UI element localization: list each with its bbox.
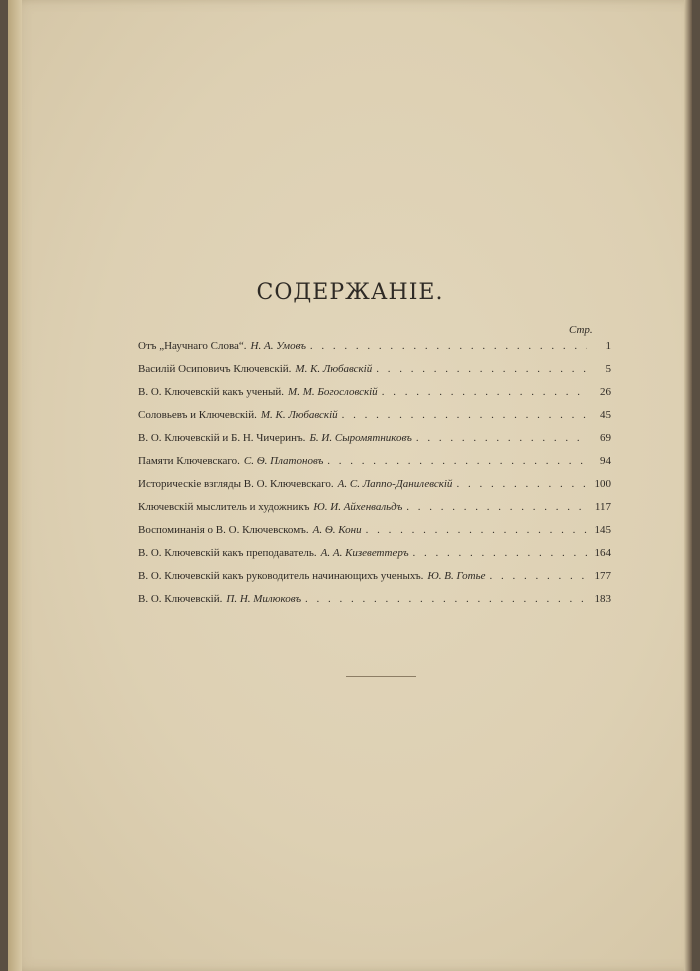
dot-leader	[416, 432, 587, 444]
entry-page-number: 177	[594, 570, 611, 582]
page-column-label: Стр.	[569, 324, 593, 336]
entry-title: Воспоминанія о В. О. Ключевскомъ.	[138, 524, 309, 536]
dot-leader	[490, 570, 588, 582]
entry-author: Б. И. Сыромятниковъ	[309, 432, 412, 444]
toc-entry	[138, 432, 611, 455]
entry-title: Историческіе взгляды В. О. Ключевскаго.	[138, 478, 334, 490]
entry-author: М. К. Любавскій	[295, 363, 373, 375]
entry-author: Ю. И. Айхенвальдъ	[313, 501, 403, 513]
entry-author: Н. А. Умовъ	[250, 340, 306, 352]
toc-entry	[138, 478, 611, 501]
entry-page-number: 164	[594, 547, 611, 559]
toc-entry	[138, 547, 611, 570]
dot-leader	[382, 386, 587, 398]
entry-page-number: 100	[594, 478, 611, 490]
entry-page-number: 1	[605, 340, 611, 352]
entry-title: Василій Осиповичъ Ключевскій.	[138, 363, 292, 375]
entry-page-number: 183	[594, 593, 611, 605]
page-title: СОДЕРЖАНІЕ.	[256, 280, 444, 305]
dot-leader	[342, 409, 587, 421]
toc-entry	[138, 501, 611, 524]
dot-leader	[310, 340, 587, 352]
entry-title: В. О. Ключевскій и Б. Н. Чичеринъ.	[138, 432, 306, 444]
entry-page-number: 69	[600, 432, 611, 444]
page-right-edge	[684, 0, 692, 971]
toc-entry	[138, 409, 611, 432]
entry-title: Соловьевъ и Ключевскій.	[138, 409, 257, 421]
entry-page-number: 117	[594, 501, 611, 513]
toc-entry	[138, 524, 611, 547]
entry-title: В. О. Ключевскій.	[138, 593, 223, 605]
dot-leader	[305, 593, 587, 605]
entry-title: В. О. Ключевскій какъ руководитель начинающихъ ученыхъ.	[138, 570, 424, 582]
entry-page-number: 145	[594, 524, 611, 536]
entry-page-number: 94	[600, 455, 611, 467]
table-of-contents	[138, 340, 611, 616]
toc-entry	[138, 386, 611, 409]
entry-page-number: 26	[600, 386, 611, 398]
entry-author: М. К. Любавскій	[260, 409, 338, 421]
toc-entry	[138, 593, 611, 616]
closing-rule-divider	[346, 676, 416, 677]
entry-author: А. Ѳ. Кони	[312, 524, 362, 536]
entry-title: Ключевскій мыслитель и художникъ	[138, 501, 310, 513]
entry-author: П. Н. Милюковъ	[226, 593, 302, 605]
toc-entry	[138, 455, 611, 478]
entry-author: А. С. Лаппо-Данилевскій	[337, 478, 453, 490]
entry-title: В. О. Ключевскій какъ ученый.	[138, 386, 285, 398]
toc-entry	[138, 570, 611, 593]
dot-leader	[376, 363, 587, 375]
dot-leader	[366, 524, 587, 536]
dot-leader	[327, 455, 587, 467]
toc-entry	[138, 363, 611, 386]
entry-title: Памяти Ключевскаго.	[138, 455, 240, 467]
entry-page-number: 5	[605, 363, 611, 375]
entry-page-number: 45	[600, 409, 611, 421]
entry-author: А. А. Кизеветтеръ	[320, 547, 409, 559]
book-page	[8, 0, 692, 971]
entry-author: С. Ѳ. Платоновъ	[243, 455, 324, 467]
dot-leader	[406, 501, 587, 513]
dot-leader	[413, 547, 587, 559]
entry-title: В. О. Ключевскій какъ преподаватель.	[138, 547, 317, 559]
entry-author: Ю. В. Готье	[427, 570, 486, 582]
toc-entry	[138, 340, 611, 363]
entry-title: Отъ „Научнаго Слова“.	[138, 340, 247, 352]
dot-leader	[456, 478, 587, 490]
page-spine-shadow	[8, 0, 22, 971]
entry-author: М. М. Богословскій	[288, 386, 378, 398]
